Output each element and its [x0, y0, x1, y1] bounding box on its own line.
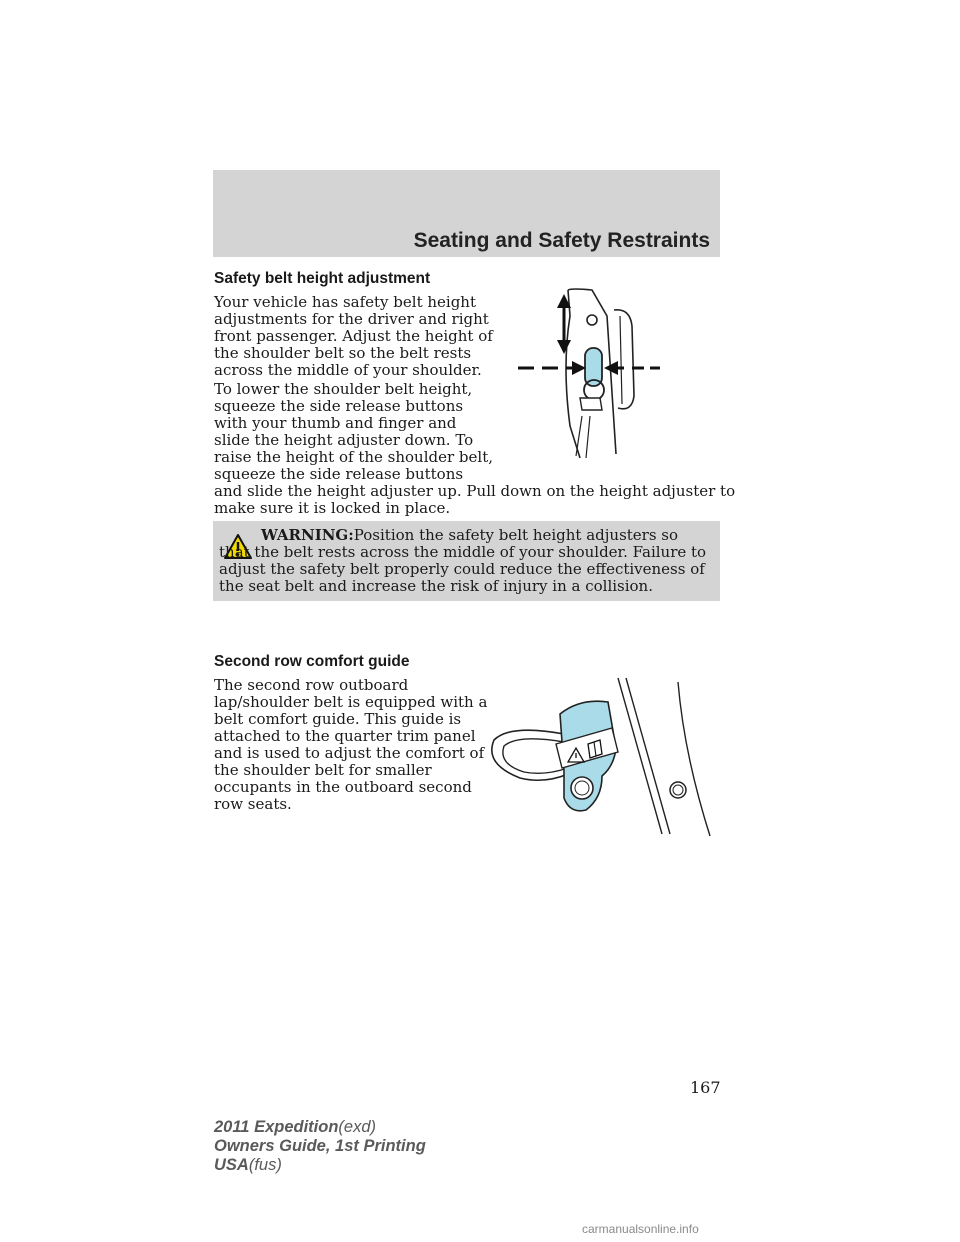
heading-belt-height-adjustment: Safety belt height adjustment [214, 270, 431, 287]
warning-box [213, 521, 720, 601]
paragraph-comfort-guide: The second row outboard lap/shoulder belt is equipped with a belt comfort guide. This guide is attached to the quarter trim panel and is used to adjust the comfort of the shoulder belt for smaller occupants in the outboard second row seats. [214, 676, 488, 813]
page-number: 167 [690, 1078, 721, 1097]
section-header-band [213, 170, 720, 257]
heading-comfort-guide: Second row comfort guide [214, 653, 410, 670]
paragraph-intro: Your vehicle has safety belt height adjustments for the driver and right front passenger. Adjust the height of the shoulder belt so the belt rests across the middle of your shoulder. [214, 293, 493, 379]
warning-text: WARNING:Position the safety belt height adjusters so that the belt rests across the middle of your shoulder. Failure to adjust the safety belt properly could reduce the effectiveness of the seat belt and increase the risk of injury in a collision. [219, 526, 707, 595]
paragraph-instructions: To lower the shoulder belt height, squeeze the side release buttons with your thumb and finger and slide the height adjuster down. To raise the height of the shoulder belt, squeeze the side release buttons and slide the height adjuster up. Pull down on the height adjuster to make sure it is locked in place. [214, 380, 736, 517]
section-title: Seating and Safety Restraints [413, 229, 710, 252]
belt-height-adjuster-illustration [512, 286, 660, 462]
warning-label: WARNING: [261, 526, 354, 544]
comfort-guide-illustration [484, 674, 716, 838]
watermark: carmanualsonline.info [582, 1222, 699, 1236]
footer-edition-info: 2011 Expedition(exd) Owners Guide, 1st Printing USA(fus) [214, 1118, 426, 1174]
